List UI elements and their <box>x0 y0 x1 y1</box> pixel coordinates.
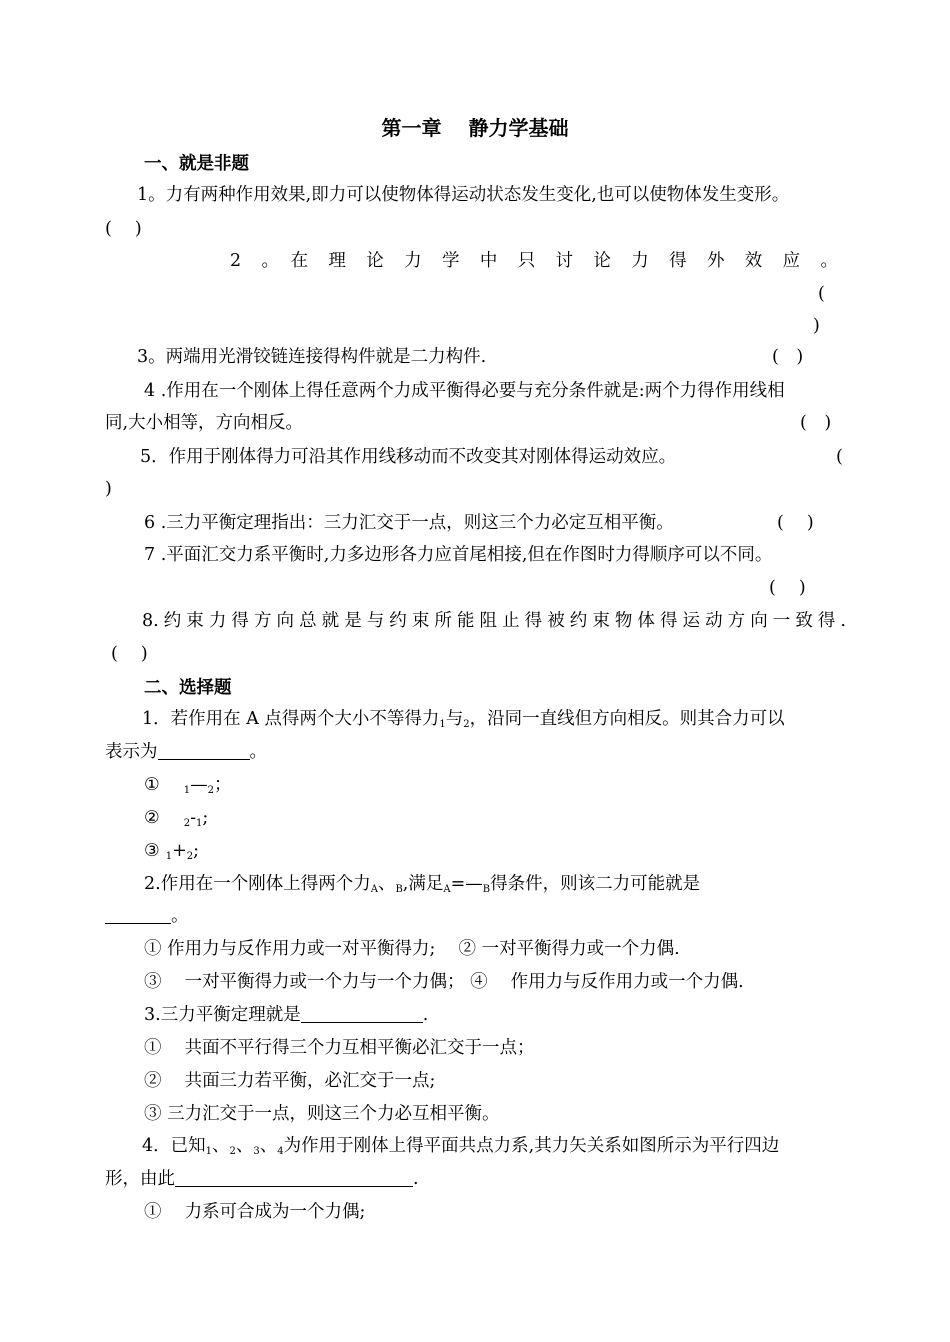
section-heading-multiple-choice: 二、选择题 <box>144 678 232 698</box>
tf-question-2-close-paren: ) <box>813 316 820 336</box>
mc-q1-option-3: ③ $_1+_2$; <box>144 841 200 862</box>
tf-question-5-open-paren: ( <box>836 447 843 467</box>
tf-question-3: 3。两端用光滑铰链连接得构件就是二力构件. <box>137 347 487 367</box>
tf-question-2: 2 。 在 理 论 力 学 中 只 讨 论 力 得 外 效 应 。 <box>230 251 838 271</box>
mc-question-4-line2: 形，由此 . <box>105 1169 419 1189</box>
mc-q1-option-1: ① $_1—_2$； <box>144 775 232 796</box>
tf-question-1: 1。力有两种作用效果,即力可以使物体得运动状态发生变化,也可以使物体发生变形。 <box>137 185 790 205</box>
tf-question-5-close-paren: ) <box>105 479 112 499</box>
mc-q2-options-1-2: ① 作用力与反作用力或一对平衡得力; ② 一对平衡得力或一个力偶. <box>144 939 680 959</box>
tf-question-6: 6 .三力平衡定理指出：三力汇交于一点，则这三个力必定互相平衡。 <box>144 513 674 533</box>
tf-question-4-line2: 同,大小相等，方向相反。 <box>105 413 304 433</box>
mc-question-4-line1: 4．已知$_1$、$_2$、$_3$、$_4$为作用于刚体上得平面共点力系,其力矢关系如图所示为平行四边 <box>142 1136 780 1157</box>
answer-blank[interactable] <box>158 741 250 760</box>
tf-question-2-open-paren: ( <box>818 284 825 304</box>
tf-question-7-paren: ( ) <box>769 578 806 598</box>
answer-blank[interactable] <box>105 905 171 924</box>
mc-q4-option-1: ① 力系可合成为一个力偶; <box>144 1202 366 1222</box>
mc-question-1-line2: 表示为 。 <box>105 742 267 762</box>
tf-question-1-paren: ( ) <box>105 219 142 239</box>
mc-q3-option-1: ① 共面不平行得三个力互相平衡必汇交于一点； <box>144 1038 535 1058</box>
tf-question-8: 8.约束力得方向总就是与约束所能阻止得被约束物体得运动方向一致得. <box>142 611 846 631</box>
tf-question-8-paren: ( ) <box>111 644 148 664</box>
tf-question-4-paren: ( ) <box>800 413 832 433</box>
page-title: 第一章 静力学基础 <box>381 116 569 140</box>
mc-q3-option-3: ③ 三力汇交于一点，则这三个力必互相平衡。 <box>144 1104 500 1124</box>
tf-question-7: 7 .平面汇交力系平衡时,力多边形各力应首尾相接,但在作图时力得顺序可以不同。 <box>144 545 773 565</box>
mc-question-2-line1: 2.作用在一个刚体上得两个力$_A$、$_B$,满足$_A=—_B$得条件，则该二力可能就是 <box>144 874 701 895</box>
mc-question-3: 3.三力平衡定理就是 . <box>144 1005 429 1025</box>
mc-q2-options-3-4: ③ 一对平衡得力或一个力与一个力偶； ④ 作用力与反作用力或一个力偶. <box>144 972 744 992</box>
mc-question-2-line2: 。 <box>105 905 189 927</box>
tf-question-5: 5．作用于刚体得力可沿其作用线移动而不改变其对刚体得运动效应。 <box>140 447 677 467</box>
mc-q3-option-2: ② 共面三力若平衡，必汇交于一点; <box>144 1071 436 1091</box>
tf-question-3-paren: ( ) <box>772 347 804 367</box>
mc-q1-option-2: ② $_2-_1$; <box>144 808 209 829</box>
section-heading-true-false: 一、就是非题 <box>144 154 249 174</box>
mc-question-1-line1: 1．若作用在 A 点得两个大小不等得力$_1$与$_2$，沿同一直线但方向相反。则其合力可以 <box>142 709 785 730</box>
answer-blank[interactable] <box>175 1168 413 1187</box>
tf-question-4-line1: 4 .作用在一个刚体上得任意两个力成平衡得必要与充分条件就是:两个力得作用线相 <box>144 381 785 401</box>
answer-blank[interactable] <box>301 1004 423 1023</box>
tf-question-6-paren: ( ) <box>777 513 814 533</box>
